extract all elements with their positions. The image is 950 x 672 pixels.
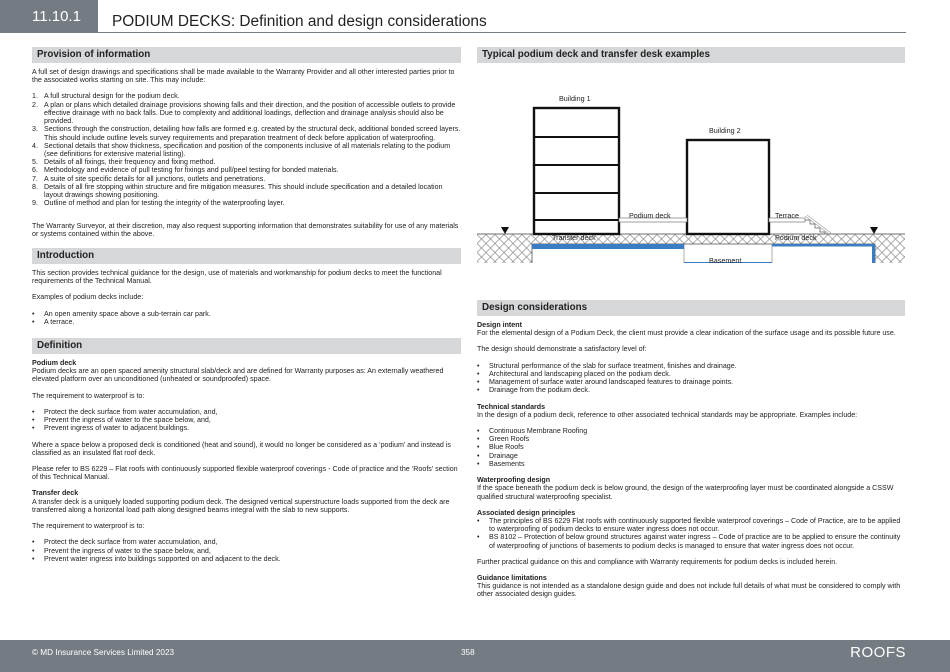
basement-label: Basement xyxy=(709,256,742,265)
technical-standards-subheading: Technical standards xyxy=(477,402,546,411)
page-title: PODIUM DECKS: Definition and design considerations xyxy=(112,13,487,30)
list-item: • Prevent the ingress of water to the space below, and, xyxy=(32,547,461,555)
further-guidance-text: Further practical guidance on this and compliance with Warranty requirements for podium decks is included herein. xyxy=(477,557,838,566)
level-intro: The design should demonstrate a satisfactory level of: xyxy=(477,345,647,354)
list-text: Methodology and evidence of pull testing for fixings and pull/peel testing for bonded materials. xyxy=(44,166,339,175)
list-text: Details of all fire stopping within structure and fire mitigation measures. This should include specification and a detailed location layout drawings showing positioning. xyxy=(44,182,443,200)
list-text: Sectional details that show thickness, specification and position of the components inclusive of all materials relating to the podium (see definitions for extensive material listing). xyxy=(44,141,451,158)
principles-list xyxy=(477,517,905,550)
level-list xyxy=(477,362,905,395)
list-item xyxy=(32,92,461,100)
introduction-text: This section provides technical guidance for the design, use of materials and workmanship for podium decks to meet the functional requirements of the Technical Manual. xyxy=(32,268,442,286)
level-marker-left xyxy=(501,227,509,234)
list-text: A full structural design for the podium deck. xyxy=(44,92,180,101)
list-item xyxy=(32,175,461,183)
copyright: © MD Insurance Services Limited 2023 xyxy=(32,648,175,657)
list-item: • Prevent the ingress of water to the space below, and, xyxy=(32,416,461,424)
list-item xyxy=(32,199,461,207)
list-number: 8. xyxy=(32,182,38,191)
terrace-label: Terrace xyxy=(775,211,799,220)
standards-list xyxy=(477,427,905,468)
provision-closing: The Warranty Surveyor, at their discretion, may also request supporting information that demonstrates suitability for use of any materials or systems contained within the above. xyxy=(32,221,459,238)
conditioned-text: Where a space below a proposed deck is conditioned (heat and sound), it would no longer be considered as a ‘podium’ and instead is classified as an insulated flat roof deck. xyxy=(32,440,451,457)
provision-heading: Provision of information xyxy=(32,47,461,63)
level-marker-right xyxy=(870,227,878,234)
podium-deck-subheading: Podium deck xyxy=(32,359,77,368)
introduction-heading: Introduction xyxy=(32,248,461,264)
list-item: • An open amenity space above a sub-terrain car park. xyxy=(32,310,461,318)
list-text: Outline of method and plan for testing the integrity of the waterproofing layer. xyxy=(44,199,285,208)
design-heading: Design considerations xyxy=(477,300,905,316)
list-item xyxy=(32,183,461,199)
requirement-list xyxy=(32,538,461,563)
list-item: • Continuous Membrane Roofing xyxy=(477,427,905,435)
requirement-intro: The requirement to waterproof is to: xyxy=(32,391,145,400)
requirement-intro: The requirement to waterproof is to: xyxy=(32,522,145,531)
waterproofing-design-text: If the space beneath the podium deck is below ground, the design of the waterproofing layer must be coordinated alongside a CSSW qualified structural waterproofing specialist. xyxy=(477,484,894,501)
list-number: 1. xyxy=(32,92,38,101)
building-1-label: Building 1 xyxy=(559,94,591,103)
guidance-limitations-subheading: Guidance limitations xyxy=(477,574,547,583)
list-number: 4. xyxy=(32,141,38,150)
list-item: • Protect the deck surface from water accumulation, and, xyxy=(32,408,461,416)
requirement-list xyxy=(32,408,461,433)
building-1 xyxy=(534,108,619,234)
waterproofing-design-subheading: Waterproofing design xyxy=(477,476,551,485)
podium-deck-diagram xyxy=(477,68,905,263)
list-number: 6. xyxy=(32,166,38,175)
design-intent-text: For the elemental design of a Podium Deck, the client must provide a clear indication of the surface usage and its possible future use. xyxy=(477,329,896,338)
transfer-deck-text: A transfer deck is a uniquely loaded supporting podium deck. The designed vertical superstructure loads supported from the deck are transferred along a horizontal load path along designed beams integral with the slab to new supports. xyxy=(32,497,450,514)
list-item: • Structural performance of the slab for surface treatment, finishes and drainage. xyxy=(477,362,905,370)
page-number: 358 xyxy=(461,648,475,657)
title-rule xyxy=(98,32,906,33)
list-item: • Basements xyxy=(477,460,905,468)
page-header xyxy=(0,0,950,40)
left-column xyxy=(32,47,461,571)
guidance-limitations-text: This guidance is not intended as a standalone design guide and does not include full details of what must be considered to comply with other associated design guides. xyxy=(477,582,901,599)
list-item: • Drainage xyxy=(477,452,905,460)
podium-deck-upper-label: Podium deck xyxy=(629,211,671,220)
list-number: 9. xyxy=(32,199,38,208)
list-text: Details of all fixings, their frequency and fixing method. xyxy=(44,158,216,167)
list-item: • Prevent water ingress into buildings supported on and adjacent to the deck. xyxy=(32,555,461,563)
list-number: 3. xyxy=(32,125,38,134)
transfer-deck-waterproofing xyxy=(532,244,684,249)
list-item: • Blue Roofs xyxy=(477,443,905,451)
list-text: A plan or plans which detailed drainage provisions showing falls and their direction, and the position of accessible outlets to provide effective drainage with no back falls. Due to complexity and additional loadings, deflection and drainage analysis should also be provided. xyxy=(44,100,456,126)
diagram-heading: Typical podium deck and transfer desk examples xyxy=(477,47,905,63)
examples-intro: Examples of podium decks include: xyxy=(32,293,144,302)
list-item: • The principles of BS 6229 Flat roofs with continuously supported flexible waterproof coverings – Code of Practice, are to be applied to waterproofing of podium decks to ensure water ingress does not occur. xyxy=(477,517,905,533)
list-item: • Prevent ingress of water to adjacent buildings. xyxy=(32,424,461,432)
technical-standards-text: In the design of a podium deck, reference to other associated technical standards may be appropriate. Examples include: xyxy=(477,410,858,419)
list-item xyxy=(32,158,461,166)
transfer-deck-label: Transfer deck xyxy=(552,233,596,242)
refer-text: Please refer to BS 6229 – Flat roofs with continuously supported flexible waterproof coverings - Code of practice and the ‘Roofs’ section of this Technical Manual. xyxy=(32,465,458,482)
podium-deck-text: Podium decks are an open spaced amenity structural slab/deck and are defined for Warranty purposes as: An externally weathered elevated platform over an unconditioned (unheated or soundproofed) space. xyxy=(32,367,444,384)
list-item xyxy=(32,166,461,174)
podium-deck-waterproofing xyxy=(772,244,875,247)
list-number: 2. xyxy=(32,100,38,109)
section-number: 11.10.1 xyxy=(0,0,98,33)
podium-deck-lower-label: Podium deck xyxy=(775,233,817,242)
list-item xyxy=(32,142,461,158)
design-intent-subheading: Design intent xyxy=(477,321,522,329)
podium-edge-waterproofing xyxy=(872,244,875,263)
list-item xyxy=(32,125,461,141)
provision-list xyxy=(32,92,461,207)
transfer-deck-subheading: Transfer deck xyxy=(32,489,79,498)
building-2 xyxy=(687,140,769,234)
right-column xyxy=(477,47,905,607)
list-text: A suite of site specific details for all junctions, outlets and penetrations. xyxy=(44,174,266,183)
building-2-label: Building 2 xyxy=(709,126,741,135)
definition-heading: Definition xyxy=(32,338,461,354)
terrace-steps xyxy=(805,220,825,234)
examples-list xyxy=(32,310,461,326)
list-item xyxy=(32,101,461,126)
list-item: • A terrace. xyxy=(32,318,461,326)
list-number: 7. xyxy=(32,174,38,183)
diagram-svg xyxy=(477,68,905,263)
list-text: Sections through the construction, detailing how falls are formed e.g. created by the structural deck, additional bonded screed layers. This should include outline levels survey requirements and preparation treatment of deck before application of waterproofing. xyxy=(44,125,461,142)
list-item: • Protect the deck surface from water accumulation, and, xyxy=(32,538,461,546)
footer-section-name: ROOFS xyxy=(850,644,906,661)
list-item: • Green Roofs xyxy=(477,435,905,443)
list-item: • Architectural and landscaping placed on the podium deck. xyxy=(477,370,905,378)
list-item: • Drainage from the podium deck. xyxy=(477,386,905,394)
page-footer xyxy=(0,640,950,672)
stair-rail xyxy=(805,216,829,234)
associated-principles-subheading: Associated design principles xyxy=(477,508,576,517)
list-number: 5. xyxy=(32,158,38,167)
list-item: • Management of surface water around landscaped features to drainage points. xyxy=(477,378,905,386)
list-item: • BS 8102 – Protection of below ground structures against water ingress – Code of practice are to be applied to ensure the continuity of waterproofing of junctions of basements to podium decks is managed to ensure that water ingress does not occur. xyxy=(477,533,905,549)
provision-intro: A full set of design drawings and specifications shall be made available to the Warranty Provider and all other interested parties prior to the associated works starting on site. This may include: xyxy=(32,68,455,85)
